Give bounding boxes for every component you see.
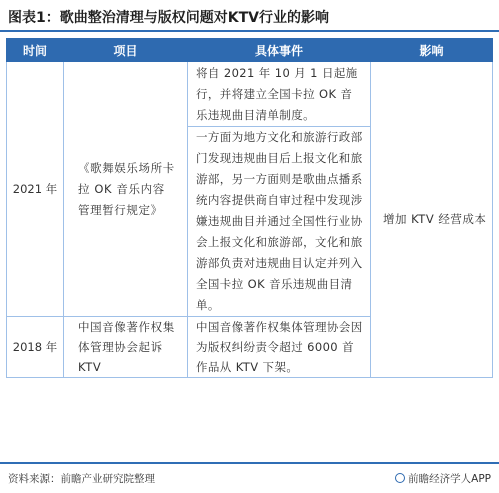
table-row <box>7 62 493 317</box>
event-paragraph-1: 将自 2021 年 10 月 1 日起施行，并将建立全国卡拉 OK 音乐违规曲目清单制度。 <box>196 66 358 122</box>
header-project: 项目 <box>64 39 188 62</box>
brand-name: 前瞻经济学人APP <box>408 473 491 485</box>
title-bar <box>0 0 499 32</box>
footer <box>0 462 499 493</box>
brand <box>395 471 491 486</box>
cell-project: 《歌舞娱乐场所卡拉 OK 音乐内容管理暂行规定》 <box>64 62 188 317</box>
table-header-row <box>7 39 493 62</box>
header-time: 时间 <box>7 39 64 62</box>
source-note: 资料来源：前瞻产业研究院整理 <box>8 473 155 485</box>
cell-event: 中国音像著作权集体管理协会因为版权纠纷责令超过 6000 首作品从 KTV 下架。 <box>188 317 371 378</box>
cell-impact: 增加 KTV 经营成本 <box>371 62 493 378</box>
cell-time: 2018 年 <box>7 317 64 378</box>
figure-title: 图表1：歌曲整治清理与版权问题对KTV行业的影响 <box>8 10 329 26</box>
cell-project: 中国音像著作权集体管理协会起诉 KTV <box>64 317 188 378</box>
cell-event <box>188 62 371 317</box>
event-paragraph-2: 一方面为地方文化和旅游行政部门发现违规曲目后上报文化和旅游部，另一方面则是歌曲点播系统内容提供商自审过程中发现涉嫌违规曲目并通过全国性行业协会上报文化和旅游部，文化和旅游部负责对违规曲目认定并列入全国卡拉 OK 音乐违规曲目清单。 <box>196 130 363 312</box>
impact-table <box>6 38 493 378</box>
brand-logo-icon <box>395 473 405 483</box>
cell-time: 2021 年 <box>7 62 64 317</box>
header-event: 具体事件 <box>188 39 371 62</box>
header-impact: 影响 <box>371 39 493 62</box>
